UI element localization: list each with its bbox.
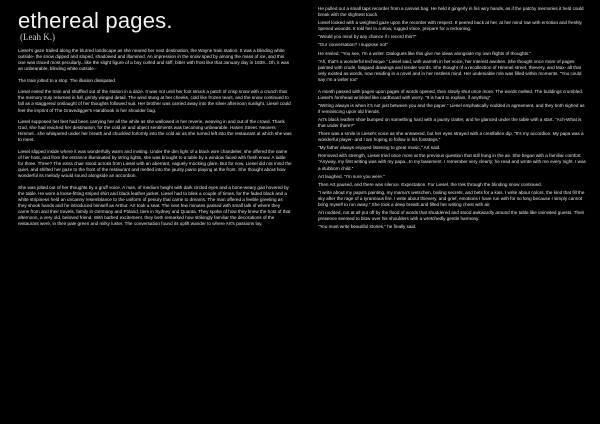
paragraph: Art laughed. "I'm sure you were." [318,173,385,179]
paragraph: Liesel exited the train and shuffled out of the station in a daze. It was not until her foot struck a patch of crisp snow with a crunch that the memory truly returned in full, grimly winged detail. The wind stung at her cheeks, cold like frozen tears, and the snow continued to fall as a staggered onslaught of her thoughts followed suit. Her brother was carried away into the silver afternoon sunlight. Liesel could feel the imprint of The Gravedigger's Handbook in her shoulder bag. [18,89,291,113]
paragraph: "Would you mind by any chance if I record this?" [318,34,417,40]
paragraph: Then Art paused, and there was silence. Expectation. For Liesel, the trek through the blinding snow continued. [318,181,542,187]
right-page [300,0,600,424]
paragraph: Art nodded, not at all put off by the flood of words that shuddered and stood awkwardly around the table like uninvited guests. Their presence seemed to blow over his shoulders with a wretchedly gentle harmony. [318,210,585,222]
paragraph: The train jolted to a stop. The illusion dissipated. [18,77,117,83]
paragraph: "I write about my papa's painting, my mama's wetschen, boiling secrets, and bets for a kiss. I write about colors, the kind that fill the sky after the rage of a tyrannous fire. I write about thievery, and grief, emotions I have run with for so long because I simply cannot bring myself to run away." She took a deep breath and filled her writing chest with air. [318,189,585,208]
paragraph: He smiled. "You see, I'm a writer. Dialogues like this give me ideas alongside my own flights of thoughts." [318,50,532,56]
paragraph: "My father always enjoyed listening to great music," Art said. [318,145,441,151]
paragraph: Liesel slipped inside where it was wonderfully warm and inviting. Under the dim light of a black wire chandelier, she offered the name of her host, and from the entrance illuminated by string lights, she was brought to a table by a window faced with fresh snow. A table for three. Three? The extra chair stood across from Liesel with an aberrant, vaguely mocking glare. But for now, Liesel did not mind the quiet, and shifted her gaze to the front of the restaurant and melted into the jaunty piano playing at the front. She thought about how wonderful its melody would sound alongside an accordion. [18,148,292,179]
paragraph: He pulled out a small taps recorder from a canvas bag. He held it gingerly in his wiry hands, as if the patchy memories it held could break with the slightest touch. [318,6,584,18]
page-title: ethereal pages. [18,8,173,33]
paragraph: "Ah, that's a wonderful technique." Liesel said, with warmth in her voice, her interest awoken. She thought once more of pages painted with crude, fatigued drawings and tender words. She thought of a recollection of Himmel street, thievery, and Max- all that only existed as words, now residing in a novel and in her restless mind. Her undeniable role was filled within moments. "You could say I'm a writer too" [318,58,582,82]
paragraph: There was a smile in Liesel's voice as she answered, but her eyes strayed with a crestfallen dip. "It's my accordion. My papa was a wonderful player- and I am hoping to follow in his footsteps." [318,131,584,143]
paragraph: Liesel's gaze trailed along the blurred landscape as she neared her next destination, the Wayne train station. It was a blinding white outside- the snow dipped and sloped, shadowed and illumined. An impression in the snow sped by among the mass of ice, and this one was traced most peculiarly...like the slight figure of a boy curled and stiff, bitter with frost like that January day in 1939...Oh, it was an unbearable, blinding white outside.- [18,48,289,72]
paragraph: "Our conversation? I suppose not" [318,42,388,48]
paragraph: Liesel supposed her feet had been carrying her all the while as she wallowed in her reverie, weaving in and out of the crowd. Thank God, she had reached her destination, for the cold air and abject sentiments was becoming unbearable. Hasen Street. Nearers Himmel...she whispered under her breath and chuckled forlornly into the cold air as she turned left into the restaurant at which she was to meet. [18,119,292,143]
left-body [18,48,292,227]
paragraph: "You must write beautiful stories," he finally said. [318,224,417,230]
author-name: (Leah K.) [20,32,55,42]
paragraph: "Writing always is when it's not just between you and the paper." Liesel emphatically nodded in agreement, and they both sighed as if reminiscing upon old friends. [318,102,585,114]
paragraph: Liesel looked with a weighted gaze upon the recorder with respect. It peered back at her, at her mind raw with emotion and freshly opened wounds. It told her in a slow, rugged voice, prepare for a reckoning. [318,20,582,32]
paragraph: Art's black leather shoe bumped on something hard with a jaunty clatter, and he glanced under the table with a start. "Ach-What is that under there?" [318,116,582,128]
paragraph: A month passed with pages upon pages of words opened, then slowly shut once more. The words melted. The buildings crumbled. Liesel's forehead wrinkled like cardboard with worry. "It is hard to explain, if anything" [318,88,584,100]
paragraph: She was jolted out of her thoughts by a gruff voice. A man, of medium height with dark circled eyes and a bone-weary gait hovered by the table. He wore a loose-fitting striped shirt and black leather jacket. Liesel had to blink a couple of times, for the faded black and a white stripiness held an uncanny resemblance to the uniform of penury that came to dreams. The man offered a feeble greeting as they shook hands and he introduced himself as Arthur. Art took a seat. The next few minutes passed with small talk of where they came from and their travels, family in Germany and Poland, tiers in Sydney and Quanta. They spoke of how they knew the host of that afternoon, a very old, beloved friend. With bathed excitement, they both remarked how strikingly familiar the decorations of the restaurant were, in their pale green and milky luster. The conversation found its uplift wander to where Art's passions lay. [18,184,291,227]
paragraph: Removed with strength, Liesel tried once more at the previous question that still hung in the air. She began with a familiar comfort. "Anyway, my first writing was with my papa...In my basement. I remember very clearly; he read and wrote with me every night. I was a stubborn child." [318,153,586,171]
